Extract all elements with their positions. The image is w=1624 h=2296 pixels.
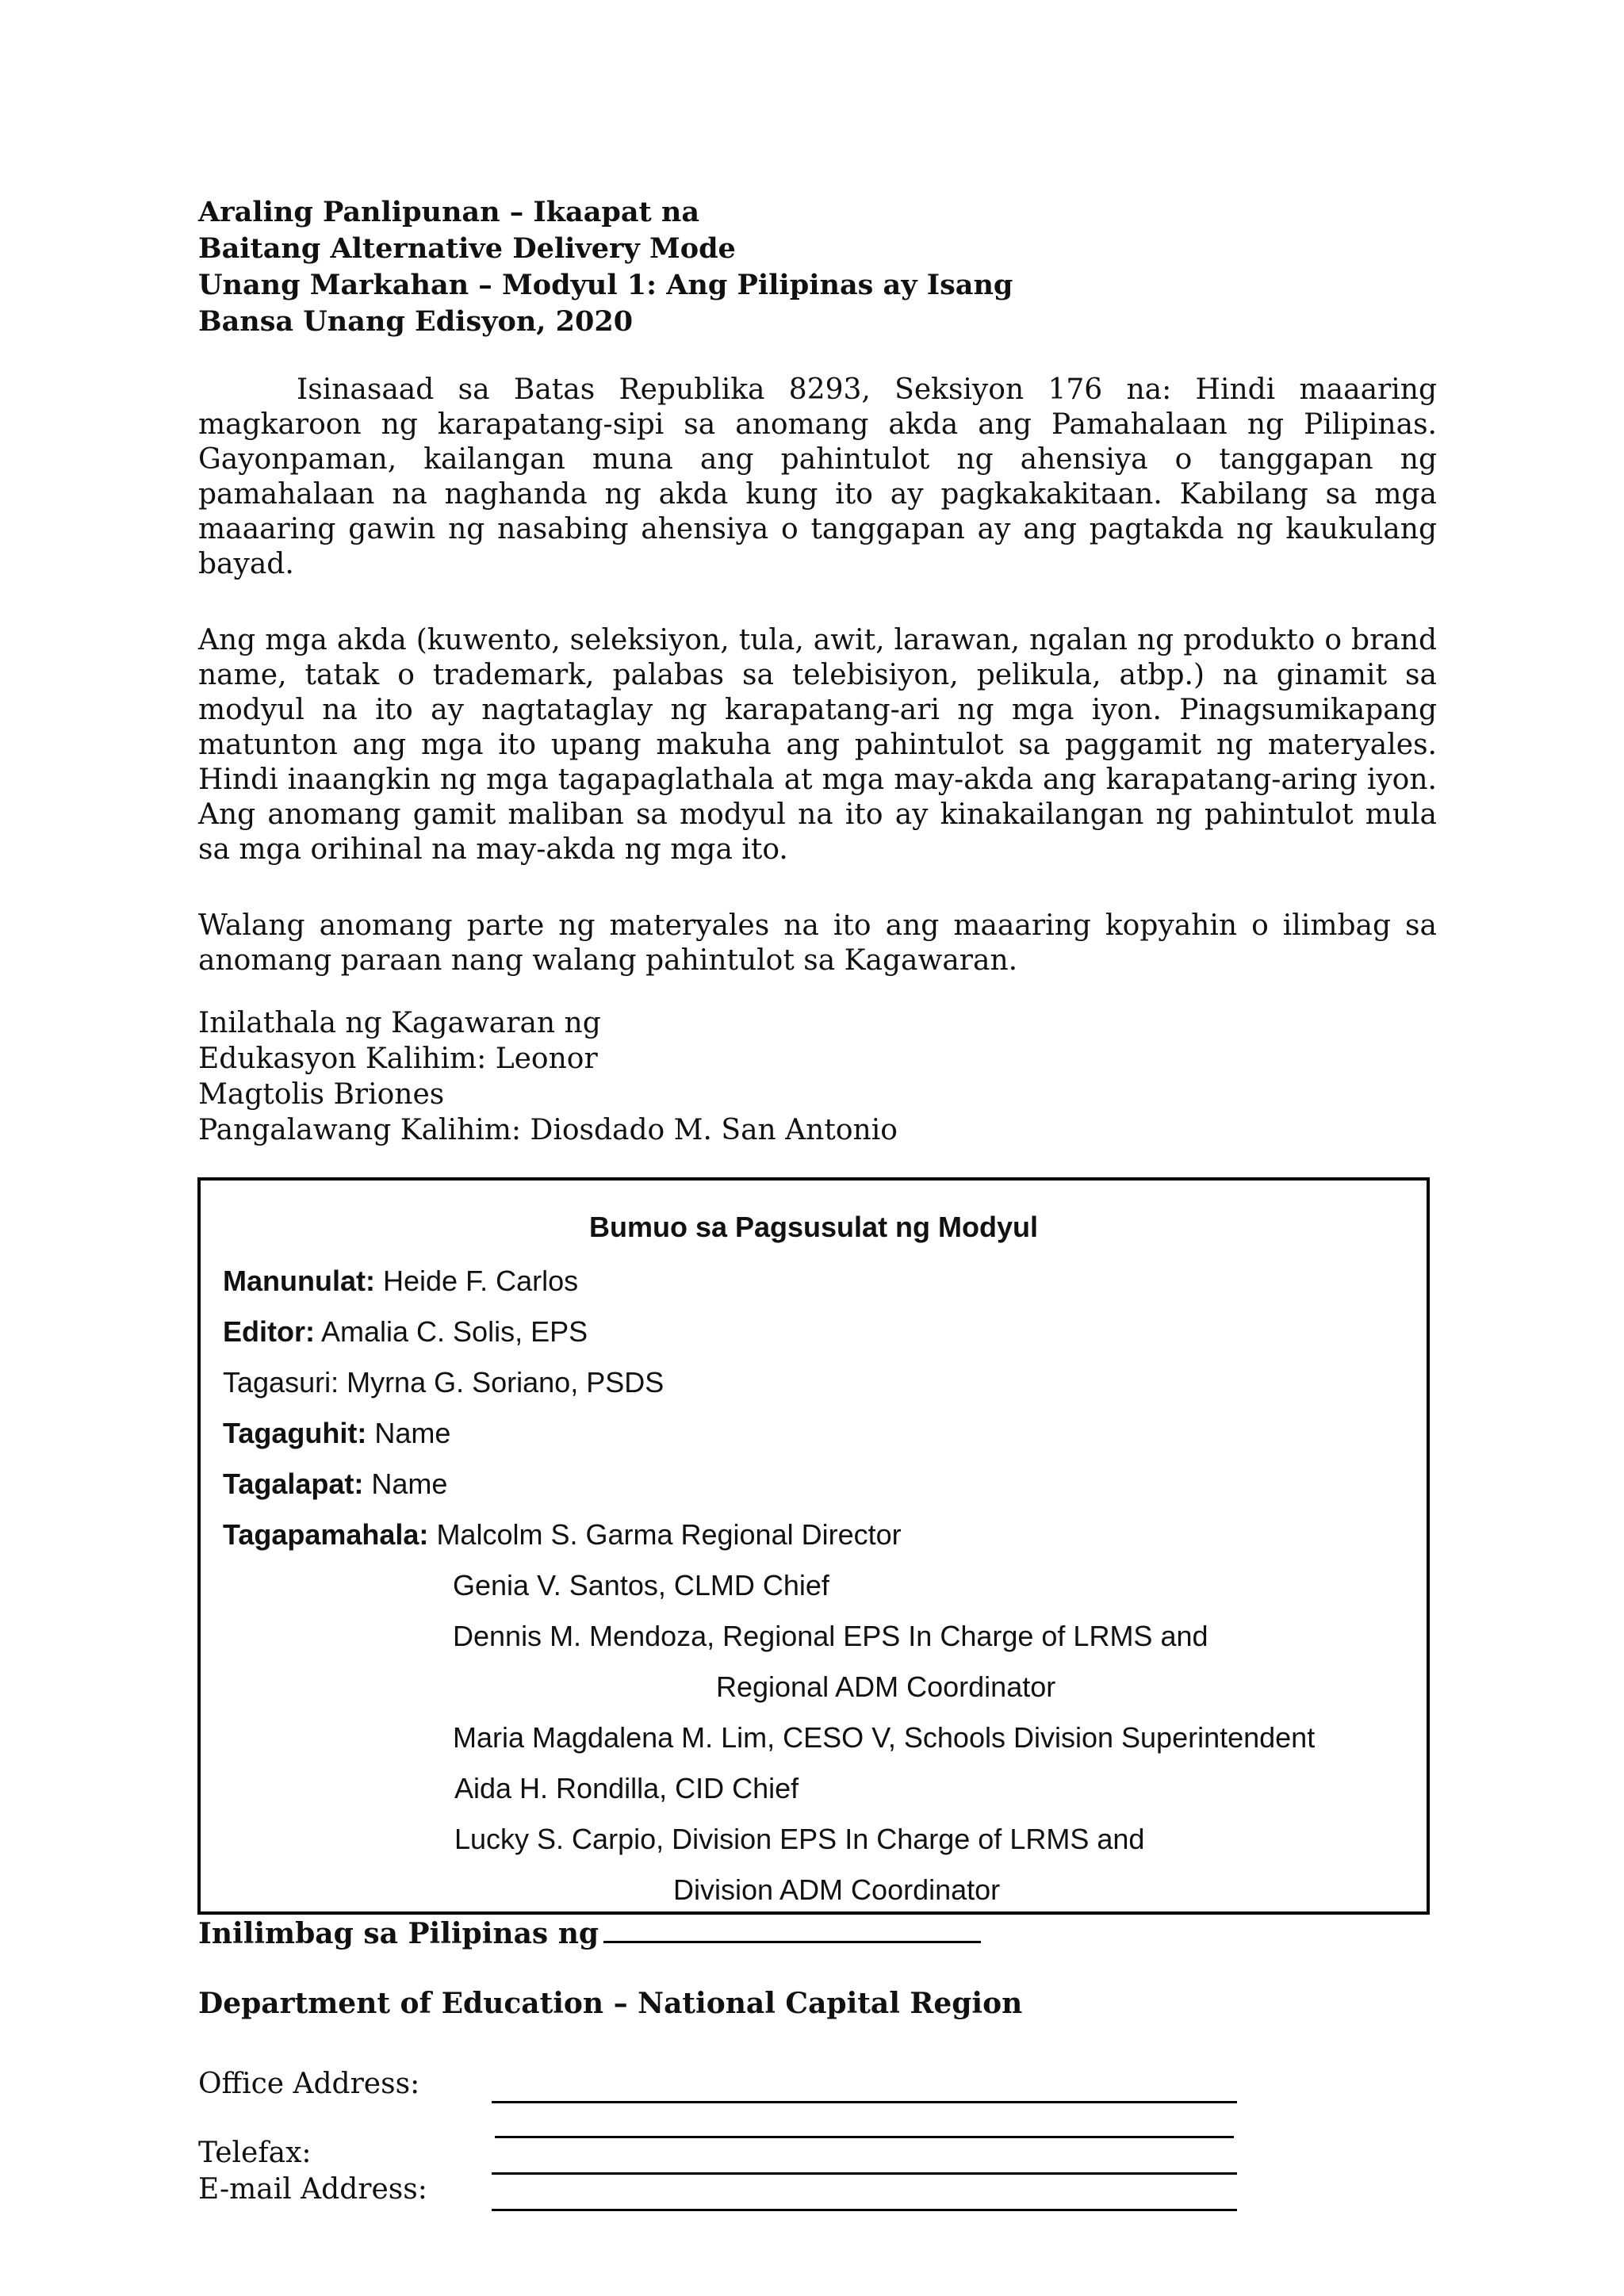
materials-paragraph: Ang mga akda (kuwento, seleksiyon, tula, awit, larawan, ngalan ng produkto o brand name, tatak o trademark, palabas sa telebisiyon, pelikula, atbp.) na ginamit sa modyul na ito ay nagtataglay ng karapatang-ari ng mga iyon. Pinagsumikapang matunton ang mga ito upang makuha ang pahintulot sa paggamit ng materyales. Hindi inaangkin ng mga tagapaglathala at mga may-akda ang karapatang-aring iyon. Ang anomang gamit maliban sa modyul na ito ay kinakailangan ng pahintulot mula sa mga orihinal na may-akda ng mga ito. xyxy=(198,624,1437,866)
manager-name: Lucky S. Carpio, Division EPS In Charge of LRMS and xyxy=(454,1823,1145,1855)
managers-line xyxy=(223,1518,902,1552)
writer-line xyxy=(223,1265,578,1298)
manager-name: Genia V. Santos, CLMD Chief xyxy=(453,1569,829,1601)
title-line: Araling Panlipunan – Ikaapat na xyxy=(198,196,700,228)
editor-label: Editor: xyxy=(223,1315,315,1348)
illustrator-name: Name xyxy=(374,1417,451,1449)
office-address-label: Office Address: xyxy=(198,2068,420,2100)
reviewer-line: Tagasuri: Myrna G. Soriano, PSDS xyxy=(223,1366,665,1399)
illustrator-label: Tagaguhit: xyxy=(223,1417,367,1449)
publisher-info xyxy=(198,1005,898,1148)
title-line: Bansa Unang Edisyon, 2020 xyxy=(198,305,634,338)
department-heading: Department of Education – National Capital Region xyxy=(198,1987,1023,2020)
manager-name: Regional ADM Coordinator xyxy=(716,1670,1056,1703)
publisher-line: Inilathala ng Kagawaran ng xyxy=(198,1007,601,1039)
reproduction-paragraph: Walang anomang parte ng materyales na ito ang maaaring kopyahin o ilimbag sa anomang paraan nang walang pahintulot sa Kagawaran. xyxy=(198,909,1437,977)
layout-name: Name xyxy=(371,1468,448,1500)
credits-heading: Bumuo sa Pagsusulat ng Modyul xyxy=(588,1211,1039,1243)
publisher-line: Magtolis Briones xyxy=(198,1078,445,1111)
manager-name: Dennis M. Mendoza, Regional EPS In Charge of LRMS and xyxy=(453,1620,1208,1652)
printer-blank xyxy=(603,1934,981,1943)
editor-name: Amalia C. Solis, EPS xyxy=(321,1315,588,1348)
editor-line xyxy=(223,1315,588,1349)
office-address-blank xyxy=(492,2069,1237,2103)
publisher-line: Pangalawang Kalihim: Diosdado M. San Antonio xyxy=(198,1114,898,1146)
layout-line xyxy=(223,1468,447,1501)
manager-name: Maria Magdalena M. Lim, CESO V, Schools Division Superintendent xyxy=(453,1721,1316,1754)
email-label: E-mail Address: xyxy=(198,2173,427,2206)
office-address-blank-2 xyxy=(495,2103,1234,2138)
copyright-paragraph: Isinasaad sa Batas Republika 8293, Seksiyon 176 na: Hindi maaaring magkaroon ng karapatang-sipi sa anomang akda ang Pamahalaan ng Pilipinas. Gayonpaman, kailangan muna ang pahintulot ng ahensiya o tanggapan ng pamahalaan na naghanda ng akda kung ito ay pagkakakitaan. Kabilang sa mga maaaring gawin ng nasabing ahensiya o tanggapan ay ang pagtakda ng kaukulang bayad. xyxy=(198,373,1437,580)
printed-label: Inilimbag sa Pilipinas ng xyxy=(198,1917,599,1950)
writer-label: Manunulat: xyxy=(223,1265,375,1297)
manager-name: Aida H. Rondilla, CID Chief xyxy=(454,1772,799,1804)
title-line: Baitang Alternative Delivery Mode xyxy=(198,232,736,265)
publisher-line: Edukasyon Kalihim: Leonor xyxy=(198,1043,598,1075)
title-line: Unang Markahan – Modyul 1: Ang Pilipinas ay Isang xyxy=(198,269,1013,301)
manager-name: Division ADM Coordinator xyxy=(673,1873,1001,1906)
email-blank xyxy=(492,2174,1237,2211)
module-title xyxy=(198,194,1435,340)
layout-label: Tagalapat: xyxy=(223,1468,364,1500)
writer-name: Heide F. Carlos xyxy=(383,1265,579,1297)
telefax-blank xyxy=(492,2137,1237,2175)
credits-box xyxy=(197,1177,1430,1915)
telefax-label: Telefax: xyxy=(198,2137,312,2169)
manager-name: Malcolm S. Garma Regional Director xyxy=(436,1518,902,1551)
illustrator-line xyxy=(223,1417,450,1450)
managers-label: Tagapamahala: xyxy=(223,1518,429,1551)
printed-by-line xyxy=(198,1917,981,1950)
